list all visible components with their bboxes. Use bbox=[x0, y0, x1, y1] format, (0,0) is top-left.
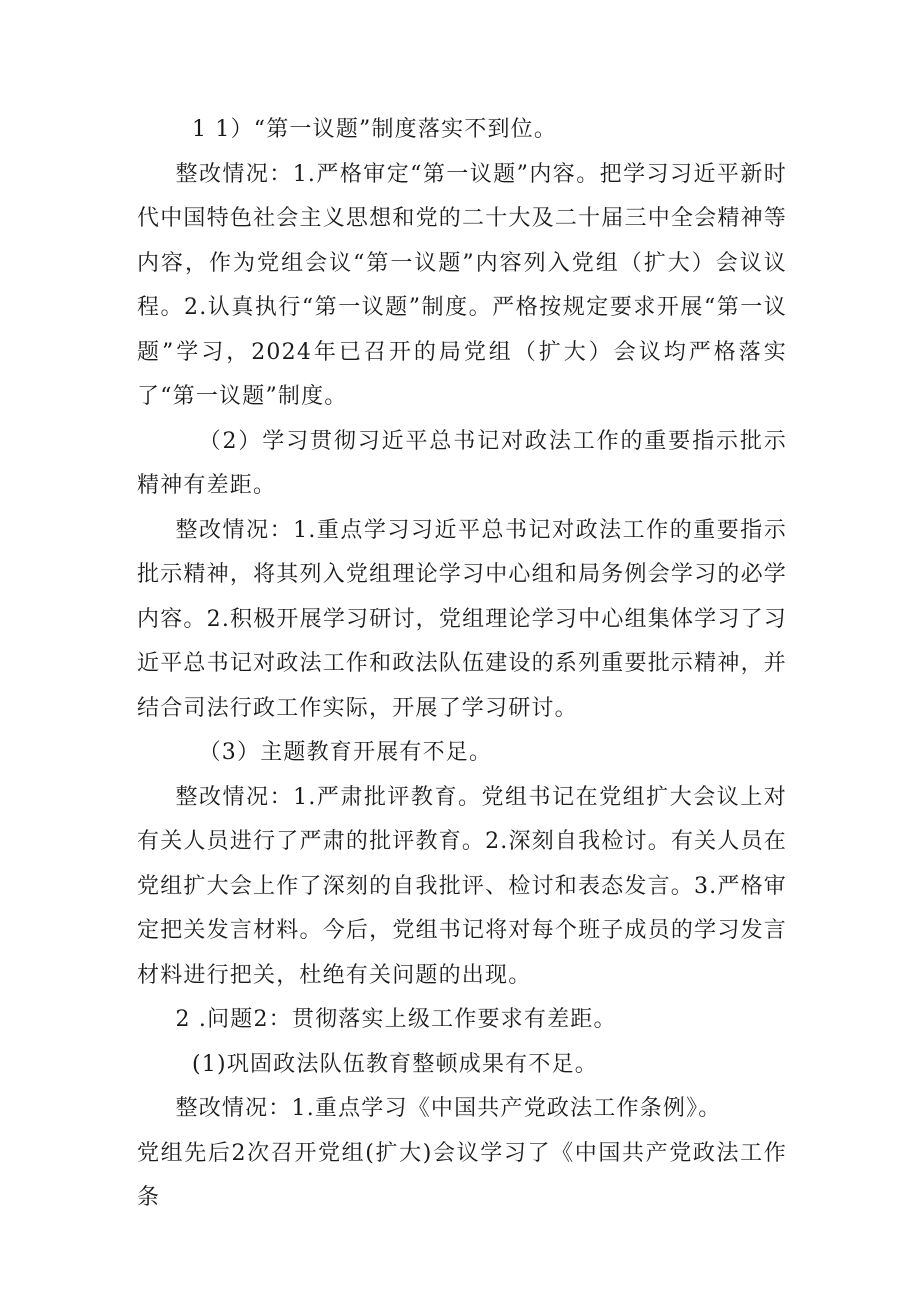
section-heading-team-rectification: (1)巩固政法队伍教育整顿成果有不足。 bbox=[192, 1051, 598, 1077]
rectification-paragraph-1: 整改情况：1.严格审定“第一议题”内容。把学习习近平新时代中国特色社会主义思想和党的二十大及二十届三中全会精神等内容，作为党组会议“第一议题”内容列入党组（扩大）会议议程。2.认真执行“第一议题”制度。严格按规定要求开展“第一议题”学习，2024年已召开的局党组（扩大）会议均严格落实了“第一议题”制度。 bbox=[137, 161, 787, 409]
section-heading-theme-education: （3）主题教育开展有不足。 bbox=[198, 740, 493, 765]
document-body bbox=[137, 108, 787, 1221]
rectification-paragraph-2: 整改情况：1.重点学习习近平总书记对政法工作的重要指示批示精神，将其列入党组理论学习中心组和局务例会学习的必学内容。2.积极开展学习研讨，党组理论学习中心组集体学习了习近平总书记对政法工作和政法队伍建设的系列重要批示精神，并结合司法行政工作实际，开展了学习研讨。 bbox=[137, 517, 787, 721]
rectification-paragraph-3: 整改情况：1.严肃批评教育。党组书记在党组扩大会议上对有关人员进行了严肃的批评教育。2.深刻自我检讨。有关人员在党组扩大会上作了深刻的自我批评、检讨和表态发言。3.严格审定把关发言材料。今后，党组书记将对每个班子成员的学习发言材料进行把关，杜绝有关问题的出现。 bbox=[137, 784, 787, 988]
continuation-paragraph: 党组先后2次召开党组(扩大)会议学习了《中国共产党政法工作条 bbox=[137, 1140, 787, 1210]
rectification-paragraph-4: 整改情况：1.重点学习《中国共产党政法工作条例》。 bbox=[175, 1096, 722, 1121]
section-heading-instructions: （2）学习贯彻习近平总书记对政法工作的重要指示批示精神有差距。 bbox=[137, 428, 787, 498]
issue-heading-2: 2 .问题2：贯彻落实上级工作要求有差距。 bbox=[175, 1007, 617, 1032]
section-heading-first-topic: 1 1）“第一议题”制度落实不到位。 bbox=[192, 117, 558, 142]
